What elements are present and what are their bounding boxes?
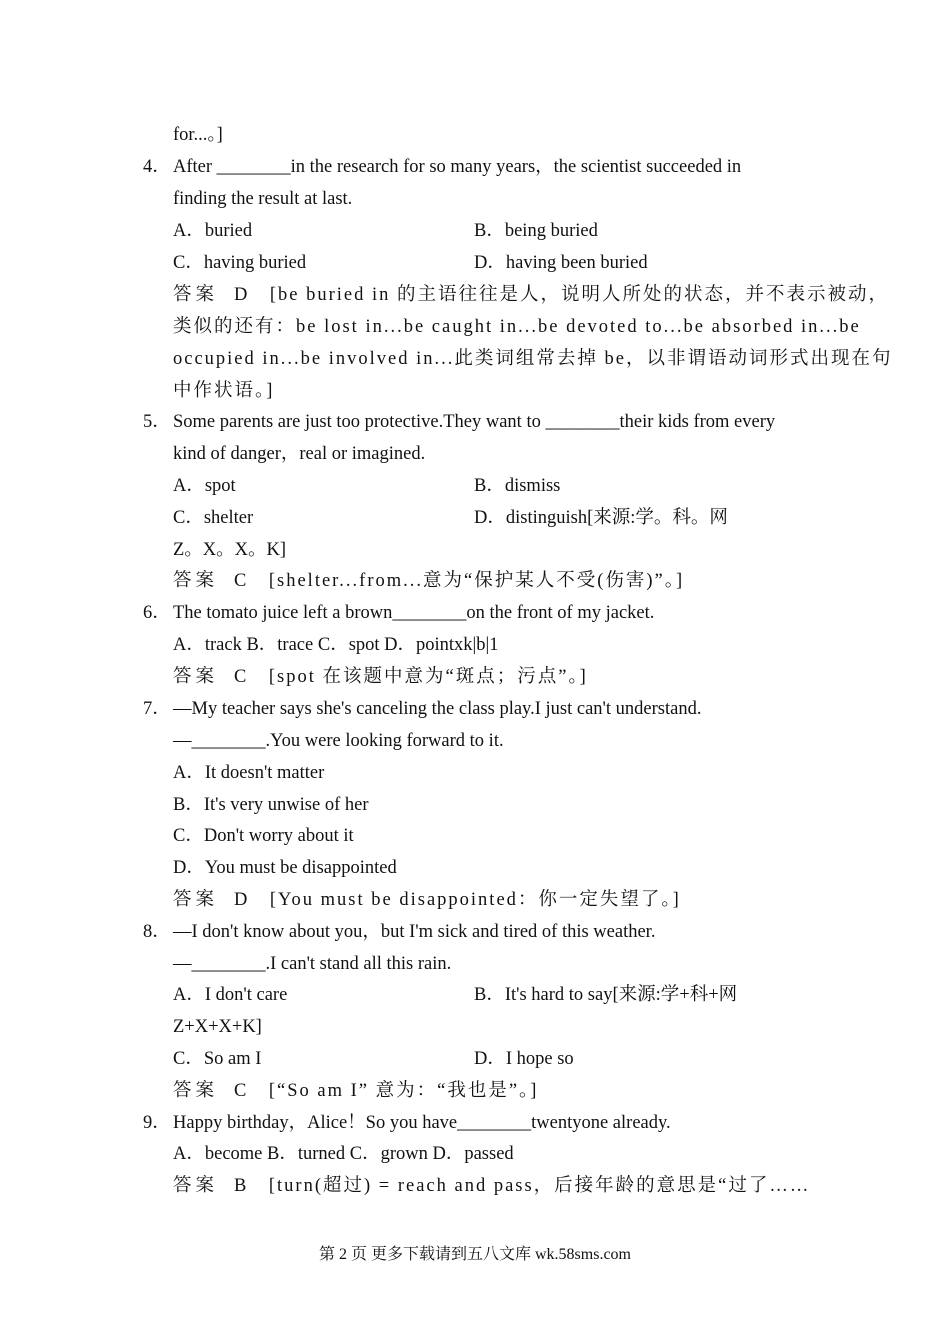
option-c: C．shelter: [173, 508, 254, 528]
question-number: 9．: [143, 1113, 171, 1133]
question-text: —________.I can't stand all this rain.: [173, 954, 452, 974]
option-d: D．distinguish[来源:学。科。网: [474, 508, 728, 528]
text-line: Z。X。X。K]: [173, 540, 287, 560]
option-b: B．It's very unwise of her: [173, 795, 369, 815]
answer-label: 答案: [173, 667, 219, 687]
question-text: The tomato juice left a brown________on the front of my jacket.: [173, 603, 655, 623]
answer-text: C [shelter...from...意为“保护某人不受(伤害)”。]: [234, 571, 685, 591]
question-number: 7．: [143, 699, 171, 719]
answer-text: occupied in...be involved in...此类词组常去掉 be，以非谓语动词形式出现在句: [173, 349, 893, 369]
answer-line: [173, 1174, 810, 1198]
question-text: —I don't know about you，but I'm sick and tired of this weather.: [173, 922, 656, 942]
answer-text: 中作状语。]: [173, 381, 275, 401]
option-a: A．It doesn't matter: [173, 763, 325, 783]
option-d: D．having been buried: [474, 253, 648, 273]
option-a: A．spot: [173, 476, 236, 496]
answer-line: [173, 569, 684, 593]
answer-label: 答案: [173, 571, 219, 591]
text-line: Z+X+X+K]: [173, 1017, 262, 1037]
answer-text: C [“So am I” 意为：“我也是”。]: [234, 1081, 539, 1101]
option-c: C．Don't worry about it: [173, 826, 354, 846]
option-b: B．being buried: [474, 221, 598, 241]
page-footer: 第 2 页 更多下载请到五八文库 wk.58sms.com: [318, 1246, 631, 1263]
answer-line: [173, 665, 588, 689]
option-c: C．having buried: [173, 253, 307, 273]
question-text: Some parents are just too protective.They want to ________their kids from every: [173, 412, 776, 432]
answer-label: 答案: [173, 285, 219, 305]
question-text: —________.You were looking forward to it.: [173, 731, 504, 751]
answer-text: 类似的还有：be lost in...be caught in...be devoted to...be absorbed in...be: [173, 317, 861, 337]
option-d: D．You must be disappointed: [173, 858, 397, 878]
answer-line: [173, 283, 889, 307]
answer-line: [173, 888, 681, 912]
question-text: kind of danger，real or imagined.: [173, 444, 426, 464]
options-line: A．become B．turned C．grown D．passed: [173, 1144, 514, 1164]
answer-label: 答案: [173, 890, 219, 910]
answer-text: D [You must be disappointed：你一定失望了。]: [234, 890, 681, 910]
answer-text: D [be buried in 的主语往往是人，说明人所处的状态，并不表示被动，: [234, 285, 890, 305]
option-a: A．buried: [173, 221, 253, 241]
options-line: A．track B．trace C．spot D．pointxk|b|1: [173, 635, 499, 655]
option-b: B．dismiss: [474, 476, 561, 496]
question-text: Happy birthday，Alice！So you have________twentyone already.: [173, 1113, 671, 1133]
option-c: C．So am I: [173, 1049, 262, 1069]
text-line: for...。]: [173, 125, 223, 145]
question-number: 6．: [143, 603, 171, 623]
question-number: 4．: [143, 157, 171, 177]
question-text: After ________in the research for so many years，the scientist succeeded in: [173, 157, 742, 177]
question-number: 5．: [143, 412, 171, 432]
option-b: B．It's hard to say[来源:学+科+网: [474, 985, 738, 1005]
question-text: —My teacher says she's canceling the class play.I just can't understand.: [173, 699, 702, 719]
answer-line: [173, 1079, 538, 1103]
answer-text: C [spot 在该题中意为“斑点；污点”。]: [234, 667, 588, 687]
option-d: D．I hope so: [474, 1049, 574, 1069]
answer-label: 答案: [173, 1176, 219, 1196]
question-number: 8．: [143, 922, 171, 942]
answer-label: 答案: [173, 1081, 219, 1101]
option-a: A．I don't care: [173, 985, 288, 1005]
answer-text: B [turn(超过) = reach and pass，后接年龄的意思是“过了……: [234, 1176, 811, 1196]
question-text: finding the result at last.: [173, 189, 353, 209]
